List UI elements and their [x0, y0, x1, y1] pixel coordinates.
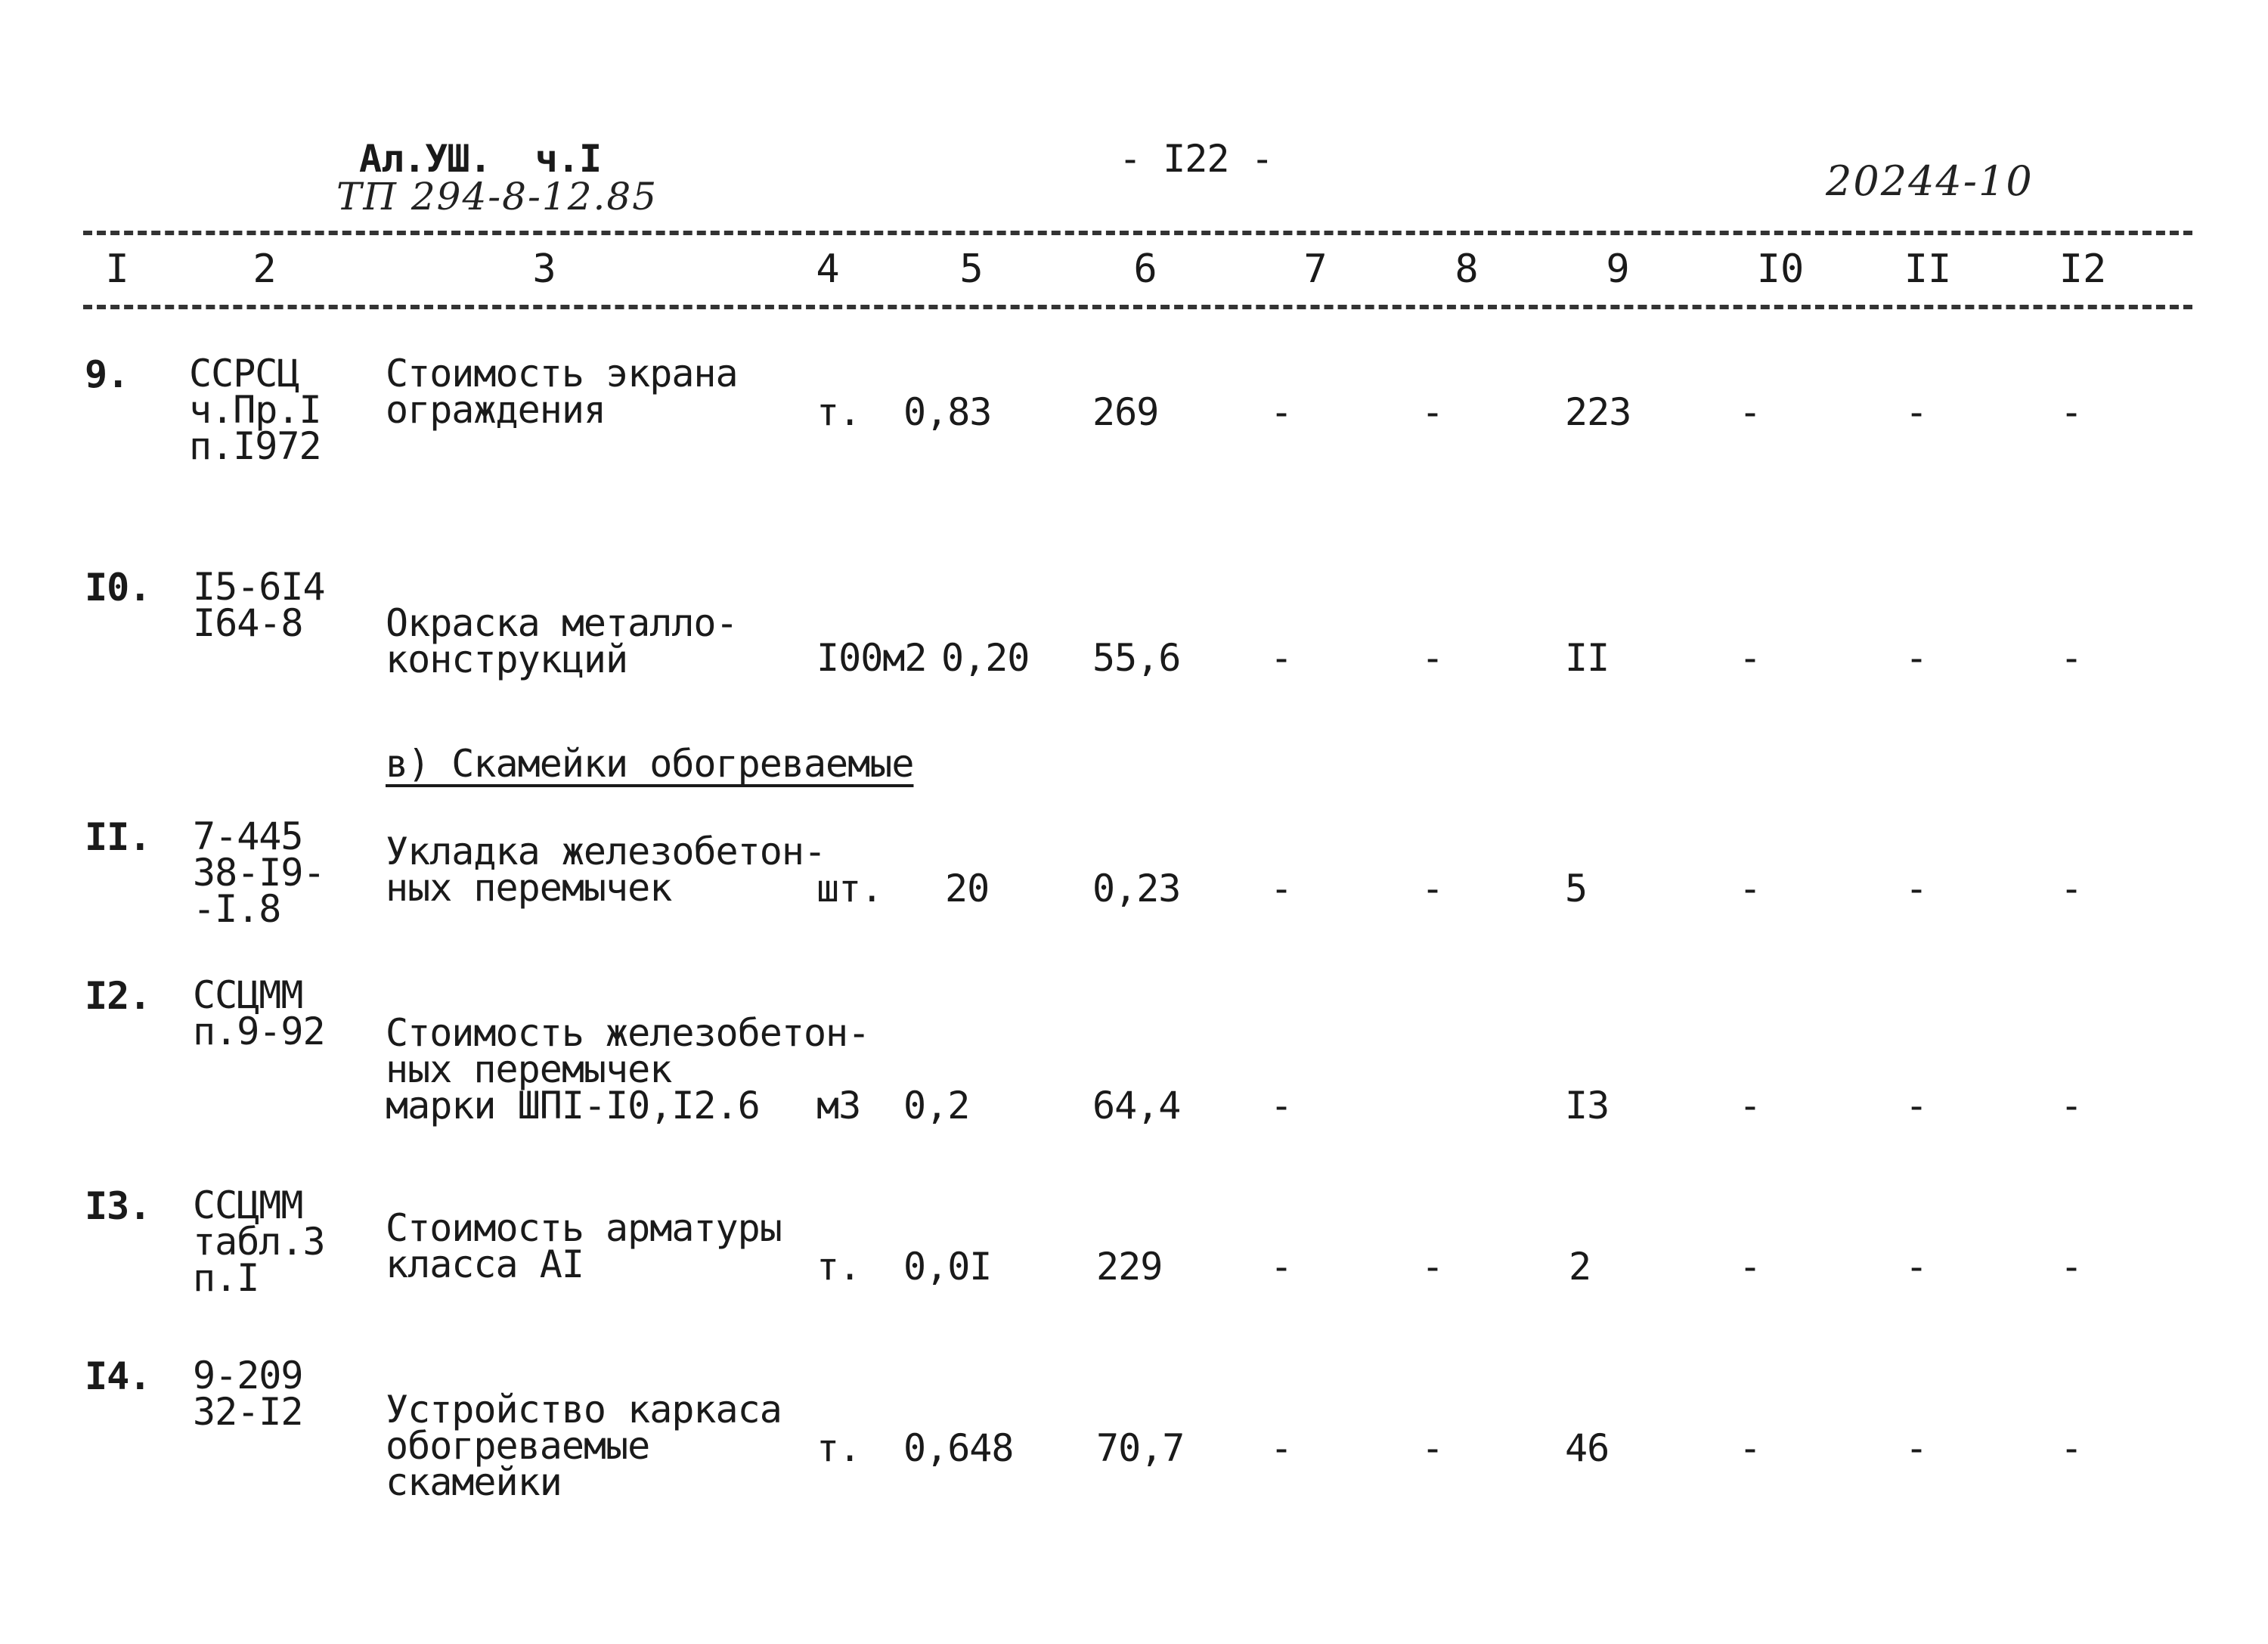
page-number: - I22 -: [1119, 137, 1273, 181]
work-name: Стоимость арматуры класса АI: [386, 1206, 782, 1286]
col-10: -: [1739, 867, 1761, 910]
col-11: -: [1905, 390, 1928, 434]
col-9: 5: [1565, 867, 1588, 910]
col-11: -: [1905, 1084, 1928, 1128]
col-12: -: [2060, 1426, 2083, 1470]
row-number: I4.: [85, 1354, 151, 1398]
section-heading: [386, 742, 914, 786]
col-11: -: [1905, 1426, 1928, 1470]
row-number: I0.: [85, 566, 151, 610]
col-9: 2: [1569, 1245, 1591, 1289]
unit-price: 70,7: [1096, 1426, 1185, 1470]
unit: т.: [816, 1245, 861, 1289]
col-9: I3: [1565, 1084, 1610, 1128]
unit-price: 64,4: [1092, 1084, 1181, 1128]
col-7: -: [1270, 636, 1293, 680]
column-header-2: 2: [253, 247, 277, 292]
unit-price: 229: [1096, 1245, 1163, 1289]
unit-price: 0,23: [1092, 867, 1181, 910]
unit: м3: [816, 1084, 861, 1128]
col-11: -: [1905, 1245, 1928, 1289]
section-heading-text: в) Скамейки обогреваемые: [386, 742, 914, 786]
column-header-11: II: [1904, 247, 1952, 292]
quantity: 0,20: [941, 636, 1030, 680]
project-code: ТП 294-8-12.85: [336, 175, 658, 219]
col-8: -: [1421, 1426, 1444, 1470]
unit: т.: [816, 390, 861, 434]
col-11: -: [1905, 636, 1928, 680]
row-number: I2.: [85, 974, 151, 1018]
work-name: Укладка железобетон- ных перемычек: [386, 830, 826, 910]
unit-price: 55,6: [1092, 636, 1181, 680]
norm-code: I5-6I4 I64-8: [193, 565, 325, 645]
column-header-12: I2: [2059, 247, 2107, 292]
unit: I00м2: [816, 636, 927, 680]
col-11: -: [1905, 867, 1928, 910]
unit: т.: [816, 1426, 861, 1470]
col-12: -: [2060, 1084, 2083, 1128]
col-8: -: [1421, 1245, 1444, 1289]
work-name: Окраска металло- конструкций: [386, 601, 738, 681]
column-header-9: 9: [1606, 247, 1630, 292]
row-number: 9.: [85, 352, 129, 396]
column-header-6: 6: [1133, 247, 1157, 292]
col-12: -: [2060, 867, 2083, 910]
header-bottom-rule: [83, 305, 2192, 309]
quantity: 20: [945, 867, 990, 910]
quantity: 0,648: [903, 1426, 1014, 1470]
work-name: Стоимость железобетон- ных перемычек марки ШПI-I0,I2.6: [386, 1011, 870, 1128]
col-9: 46: [1565, 1426, 1610, 1470]
column-header-10: I0: [1756, 247, 1805, 292]
header-top-rule: [83, 231, 2192, 235]
col-10: -: [1739, 1084, 1761, 1128]
col-9: 223: [1565, 390, 1631, 434]
quantity: 0,83: [903, 390, 992, 434]
column-header-8: 8: [1455, 247, 1479, 292]
col-8: -: [1421, 390, 1444, 434]
sheet-reference: Ал.УШ. ч.I: [359, 137, 602, 181]
col-10: -: [1739, 636, 1761, 680]
col-8: -: [1421, 867, 1444, 910]
norm-code: ССЦММ п.9-92: [193, 973, 325, 1053]
column-header-7: 7: [1303, 247, 1328, 292]
col-12: -: [2060, 636, 2083, 680]
col-7: -: [1270, 1084, 1293, 1128]
work-name: Устройство каркаса обогреваемые скамейки: [386, 1388, 782, 1504]
unit: шт.: [816, 867, 883, 910]
quantity: 0,2: [903, 1084, 970, 1128]
col-12: -: [2060, 390, 2083, 434]
col-7: -: [1270, 867, 1293, 910]
column-header-5: 5: [959, 247, 984, 292]
unit-price: 269: [1092, 390, 1159, 434]
col-8: -: [1421, 636, 1444, 680]
norm-code: 9-209 32-I2: [193, 1354, 303, 1434]
column-header-1: I: [105, 247, 129, 292]
col-7: -: [1270, 1426, 1293, 1470]
norm-code: ССЦММ табл.3 п.I: [193, 1183, 325, 1300]
row-number: II.: [85, 815, 151, 859]
norm-code: ССРСЦ ч.Пр.I п.I972: [189, 352, 321, 468]
col-10: -: [1739, 1245, 1761, 1289]
document-code: 20244-10: [1826, 157, 2034, 205]
col-7: -: [1270, 390, 1293, 434]
norm-code: 7-445 38-I9- -I.8: [193, 814, 325, 931]
col-7: -: [1270, 1245, 1293, 1289]
row-number: I3.: [85, 1184, 151, 1228]
column-header-4: 4: [816, 247, 840, 292]
col-10: -: [1739, 1426, 1761, 1470]
work-name: Стоимость экрана ограждения: [386, 352, 738, 432]
column-header-3: 3: [532, 247, 556, 292]
col-9: II: [1565, 636, 1610, 680]
col-10: -: [1739, 390, 1761, 434]
col-12: -: [2060, 1245, 2083, 1289]
quantity: 0,0I: [903, 1245, 992, 1289]
